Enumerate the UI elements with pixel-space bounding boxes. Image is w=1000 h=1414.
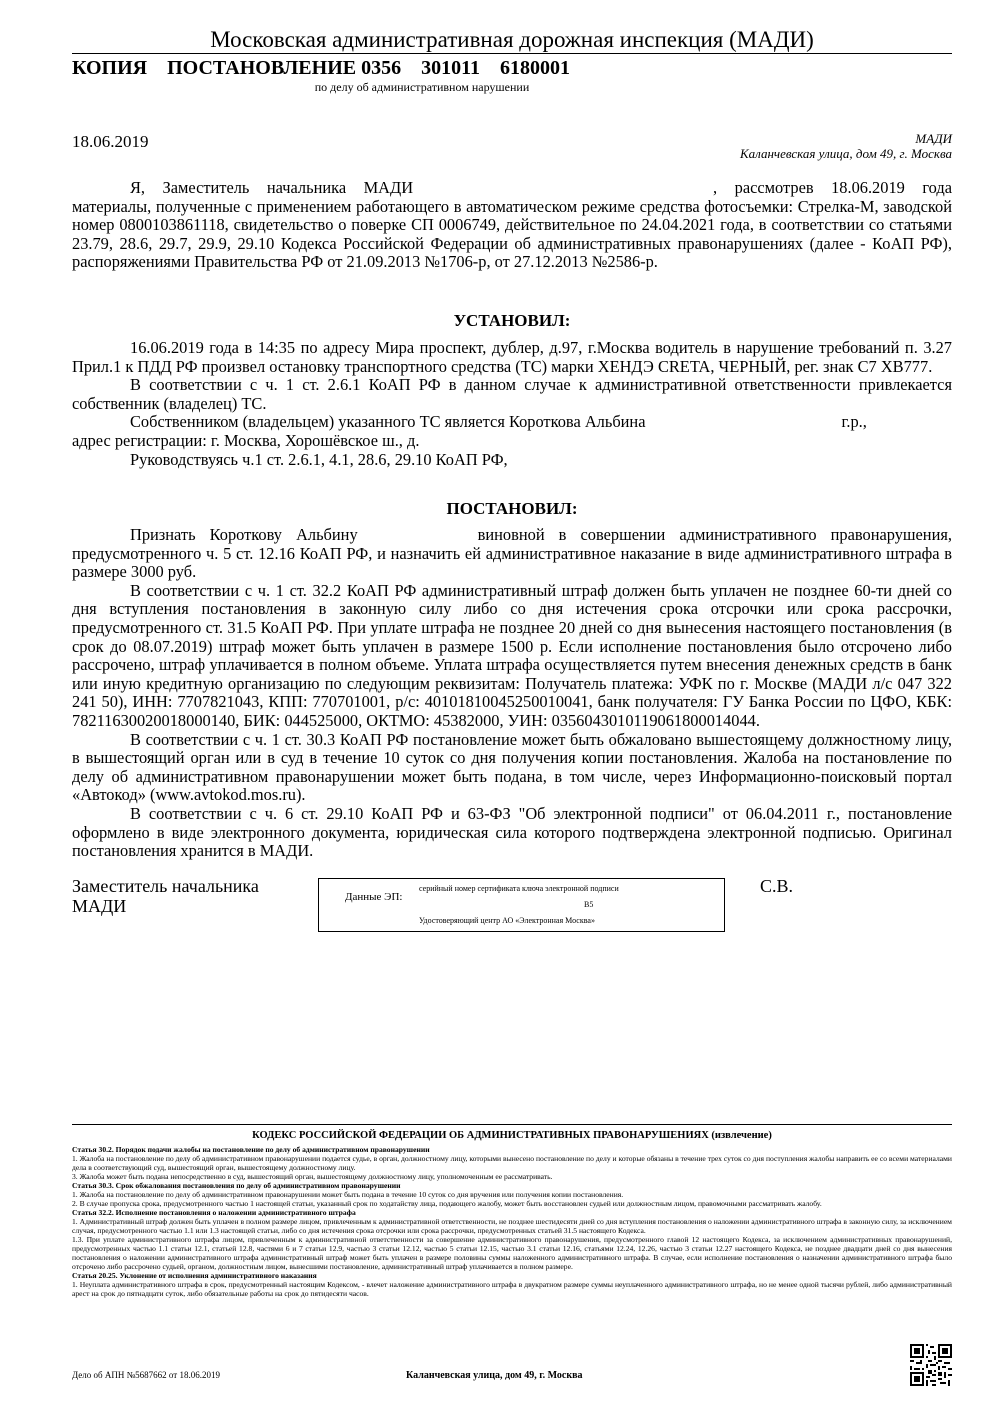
qr-code-icon [910,1344,952,1386]
electronic-signature-box [318,878,725,932]
established-paragraph-4: Руководствуясь ч.1 ст. 2.6.1, 4.1, 28.6, 29.10 КоАП РФ, [130,449,508,469]
organization-header: Московская административная дорожная инспекция (МАДИ) [210,27,814,52]
decided-paragraph-3: В соответствии с ч. 1 ст. 30.3 КоАП РФ постановление может быть обжаловано вышестоящему должностному лицу, в вышестоящий орган или в суд в течение 10 суток со дня получения копии постановления. Жалоба на постановление по делу об административном правонарушении может быть подана, в том числе, через Информационно-поисковый портал «Автокод» (www.avtokod.mos.ru). [72,729,952,805]
footer-address: Каланчевская улица, дом 49, г. Москва [406,1370,583,1381]
issuing-place [740,131,952,161]
code-extract [72,1145,952,1298]
decided-paragraph-1 [72,526,952,582]
article-32-2-part-1: 1. Административный штраф должен быть уплачен в полном размере лицом, привлеченным к административной ответственности, не позднее шестидесяти дней со дня вступления постановления о наложении административного штрафа в законную силу, за исключением случая, предусмотренного частью 1.1 или 1.3 настоящей статьи, либо со дня истечения срока отсрочки или срока рассрочки, предусмотренных статьей 31.5 настоящего Кодекса. [72,1217,952,1235]
article-30-3-part-2: 2. В случае пропуска срока, предусмотренного частью 1 настоящей статьи, указанный срок по ходатайству лица, подающего жалобу, может быть восстановлен судьей или должностным лицом, правомочными рассматривать жалобу. [72,1199,822,1208]
certificate-serial-label: серийный номер сертификата ключа электронной подписи [419,884,619,893]
verdict-rest: виновной в совершении административного правонарушения, предусмотренного ч. 5 ст. 12.16 КоАП РФ, и назначить ей административное наказание в виде административного штрафа в размере 3000 руб. [72,525,952,582]
established-paragraph-3 [72,413,952,432]
article-30-2-part-1: 1. Жалоба на постановление по делу об административном правонарушении подается судье, в орган, должностному лицу, которыми вынесено постановление по делу и которые обязаны в течение трех суток со дня поступления жалобы направить ее со всеми материалами дела в соответствующий суд, вышестоящий орган, вышестоящему должностному лицу. [72,1154,952,1172]
certificate-serial-value: B5 [584,900,594,909]
signer-position [72,876,259,916]
intro-paragraph [72,179,952,272]
established-heading: УСТАНОВИЛ: [453,311,571,330]
article-20-25-part-1: 1. Неуплата административного штрафа в срок, предусмотренный настоящим Кодексом, - влечет наложение административного штрафа в двукратном размере суммы неуплаченного административного штрафа, но не менее одной тысячи рублей, либо административный арест на срок до пятнадцати суток, либо обязательные работы на срок до пятидесяти часов. [72,1280,952,1298]
signer-position-line2: МАДИ [72,896,127,916]
certification-authority: Удостоверяющий центр АО «Электронная Москва» [419,916,595,925]
registration-address: адрес регистрации: г. Москва, Хорошёвское ш., д. [72,430,420,450]
article-20-25-heading: Статья 20.25. Уклонение от исполнения административного наказания [72,1271,317,1280]
document-title-line [72,55,570,81]
article-30-3-heading: Статья 30.3. Срок обжалования постановления по делу об административном правонарушении [72,1181,401,1190]
established-paragraph-1: 16.06.2019 года в 14:35 по адресу Мира проспект, дублер, д.97, г.Москва водитель в нарушение требований п. 3.27 Прил.1 к ПДД РФ произвел остановку транспортного средства (ТС) марки ХЕНДЭ CRETA, ЧЕРНЫЙ, рег. знак С7 ХВ777. [72,338,952,376]
decided-section [72,526,952,861]
code-divider [72,1124,952,1125]
article-30-2-part-3: 3. Жалоба может быть подана непосредственно в суд, вышестоящий орган, вышестоящему должностному лицу, уполномоченным ее рассматривать. [72,1172,553,1181]
article-32-2-heading: Статья 32.2. Исполнение постановления о наложении административного штрафа [72,1208,356,1217]
ep-label: Данные ЭП: [345,891,403,903]
resolution-label: ПОСТАНОВЛЕНИЕ [167,57,357,79]
document-subtitle: по делу об административном нарушении [314,80,530,94]
article-30-3-part-1: 1. Жалоба на постановление по делу об административном правонарушении может быть подана в течение 10 суток со дня вручения или получения копии постановления. [72,1190,624,1199]
signer-position-line1: Заместитель начальника [72,876,259,896]
decided-paragraph-4: В соответствии с ч. 6 ст. 29.10 КоАП РФ и 63-ФЗ "Об электронной подписи" от 06.04.2011 г., постановление оформлено в виде электронного документа, юридическая сила которого подтверждена электронной подписью. Оригинал постановления хранится в МАДИ. [72,803,952,861]
owner-text: Собственником (владельцем) указанного ТС является Короткова Альбина [130,412,646,432]
issuing-org: МАДИ [915,131,952,146]
article-32-2-part-1-3: 1.3. При уплате административного штрафа лицом, привлеченным к административной ответственности за совершение административного правонарушения, предусмотренного главой 12 настоящего Кодекса, за исключением административных правонарушений, предусмотренных частью 1.1 статьи 12.1, статьей 12.8, частями 6 и 7 статьи 12.9, частью 3 статьи 12.12, частью 5 статьи 12.15, частью 3.1 статьи 12.16, статьями 12.24, 12.26, частью 3 статьи 12.27 настоящего Кодекса, не позднее двадцати дней со дня вынесения постановления о наложении административного штрафа административный штраф может быть уплачен в размере половины суммы наложенного административного штрафа. В случае, если исполнение постановления о назначении административного штрафа было отсрочено либо рассрочено судьей, органом, должностным лицом, вынесшими постановление, административный штраф уплачивается в полном размере. [72,1235,952,1271]
copy-label: КОПИЯ [72,57,148,79]
intro-start: Я, Заместитель начальника МАДИ [130,178,414,197]
resolution-number-part1: 0356 [361,57,402,79]
established-paragraph-2: В соответствии с ч. 1 ст. 2.6.1 КоАП РФ в данном случае к административной ответственности привлекается собственник (владелец) ТС. [72,375,952,413]
signer-initials: С.В. [760,876,794,896]
decided-paragraph-2: В соответствии с ч. 1 ст. 32.2 КоАП РФ административный штраф должен быть уплачен не позднее 60-ти дней со дня вступления постановления в законную силу либо со дня истечения срока отсрочки или срока рассрочки, предусмотренного ст. 31.5 КоАП РФ. При уплате штрафа не позднее 20 дней со дня вынесения настоящего постановления (в срок до 08.07.2019) штраф может быть уплачен в размере 1500 р. Если исполнение постановления было отсрочено либо рассрочено, штраф уплачивается в полном объеме. Уплата штрафа осуществляется путем внесения денежных средств в банк или иную кредитную организацию по следующим реквизитам: Получатель платежа: УФК по г. Москве (МАДИ л/с 047 322 241 50), ИНН: 7707821043, КПП: 770701001, р/с: 40101810045250010041, банк получателя: ГУ Банка России по ЦФО, КБК: 78211630020018000140, БИК: 044525000, ОКТМО: 45382000, УИН: 0356043010119061800014044. [72,580,952,730]
article-30-2-heading: Статья 30.2. Порядок подачи жалобы на постановление по делу об административном правонарушении [72,1145,430,1154]
owner-birth-suffix: г.р., [841,412,867,432]
resolution-number-part2: 301011 [421,57,481,79]
verdict-start: Признать Короткову Альбину [130,525,358,544]
document-date: 18.06.2019 [72,132,149,151]
decided-heading: ПОСТАНОВИЛ: [446,499,578,518]
established-section [72,339,952,469]
resolution-number-part3: 6180001 [500,57,571,79]
intro-rest: , рассмотрев 18.06.2019 года материалы, полученные с применением работающего в автоматическом режиме средства фотосъемки: Стрелка-М, заводской номер 0800103861118, свидетельство о поверке СП 0006749, действительное по 24.04.2021 года, в соответствии со статьями 23.79, 28.6, 29.7, 29.9, 29.10 Кодекса Российской Федерации об административных правонарушениях (далее - КоАП РФ), распоряжениями Правительства РФ от 21.09.2013 №1706-р, от 27.12.2013 №2586-р. [72,178,952,272]
header-divider [72,53,952,54]
code-extract-title: КОДЕКС РОССИЙСКОЙ ФЕДЕРАЦИИ ОБ АДМИНИСТРАТИВНЫХ ПРАВОНАРУШЕНИЯХ (извлечение) [252,1130,772,1141]
case-reference: Дело об АПН №5687662 от 18.06.2019 [72,1370,220,1380]
issuing-address: Каланчевская улица, дом 49, г. Москва [740,146,952,161]
